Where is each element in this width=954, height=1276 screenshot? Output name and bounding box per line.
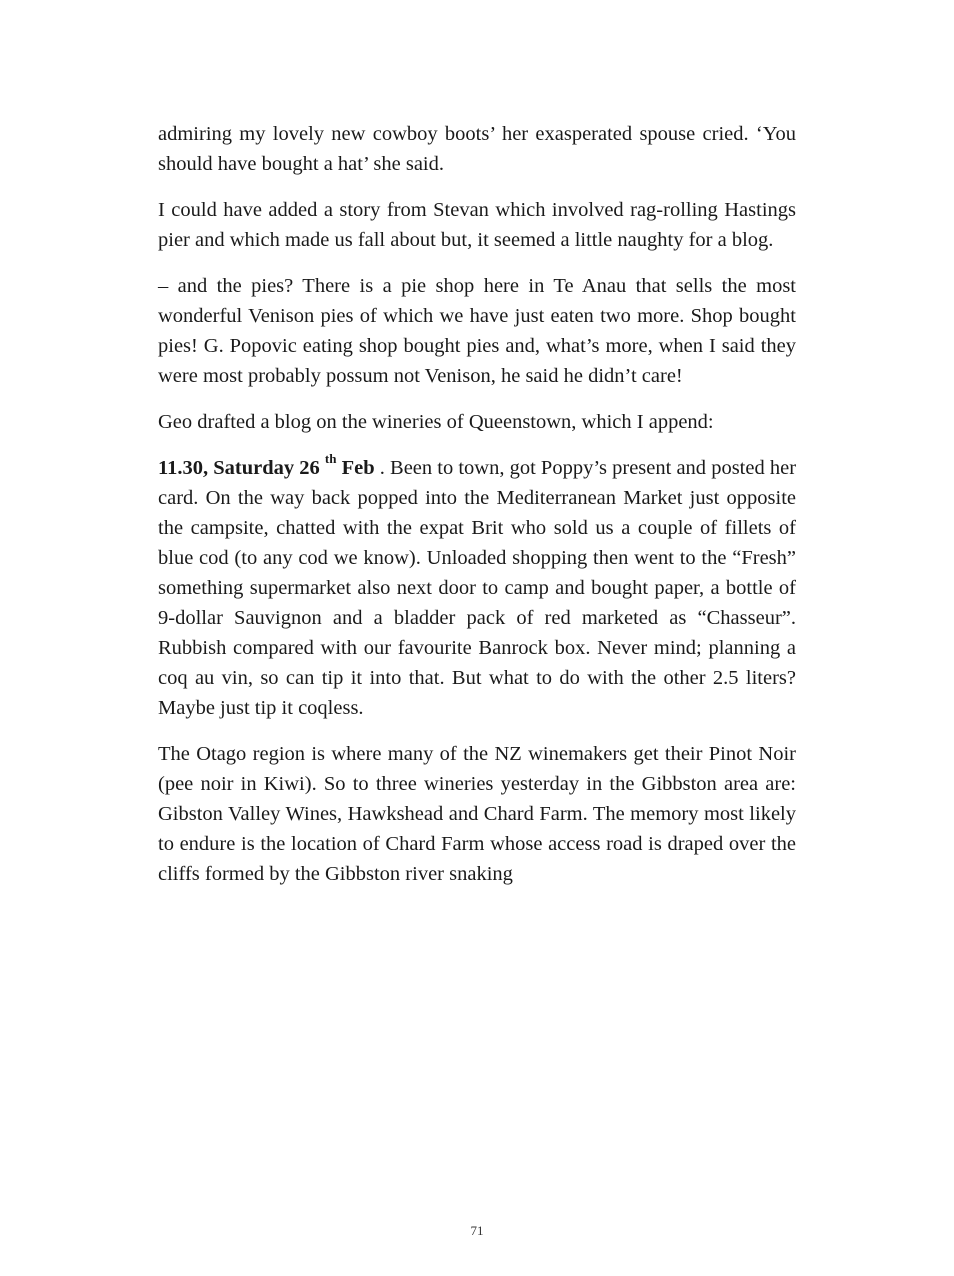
- paragraph-pies: – and the pies? There is a pie shop here in Te Anau that sells the most wonderful Venison pies of which we have just eaten two more. Shop bought pies! G. Popovic eating shop bought pies and, what’s more, when I said they were most probably possum not Venison, he said he didn’t care!: [158, 275, 796, 387]
- entry-date-month: Feb: [341, 457, 375, 479]
- paragraph-wineries-intro: Geo drafted a blog on the wineries of Queenstown, which I append:: [158, 411, 714, 433]
- entry-date-main: 11.30, Saturday 26: [158, 457, 320, 479]
- entry-date: [158, 451, 375, 479]
- page-body: [158, 119, 796, 905]
- page-number: 71: [470, 1223, 484, 1238]
- paragraph-stevan-story: I could have added a story from Stevan which involved rag-rolling Hastings pier and which made us fall about but, it seemed a little naughty for a blog.: [158, 199, 796, 251]
- diary-entry: [158, 453, 796, 723]
- paragraph-otago-region: The Otago region is where many of the NZ winemakers get their Pinot Noir (pee noir in Kiwi). So to three wineries yesterday in the Gibbston area are: Gibston Valley Wines, Hawkshead and Chard Farm. The memory most likely to endure is the location of Chard Farm whose access road is draped over the cliffs formed by the Gibbston river snaking: [158, 743, 796, 885]
- entry-body: . Been to town, got Poppy’s present and posted her card. On the way back popped into the Mediterranean Market just opposite the campsite, chatted with the expat Brit who sold us a couple of fillets of blue cod (to any cod we know). Unloaded shopping then went to the “Fresh” something supermarket also next door to camp and bought paper, a bottle of 9-dollar Sauvignon and a bladder pack of red marketed as “Chasseur”. Rubbish compared with our favourite Banrock box. Never mind; planning a coq au vin, so can tip it into that. But what to do with the other 2.5 liters? Maybe just tip it coqless.: [158, 457, 797, 719]
- paragraph-cowboy-boots: admiring my lovely new cowboy boots’ her exasperated spouse cried. ‘You should have bought a hat’ she said.: [158, 123, 796, 175]
- entry-date-ordinal: th: [324, 451, 337, 467]
